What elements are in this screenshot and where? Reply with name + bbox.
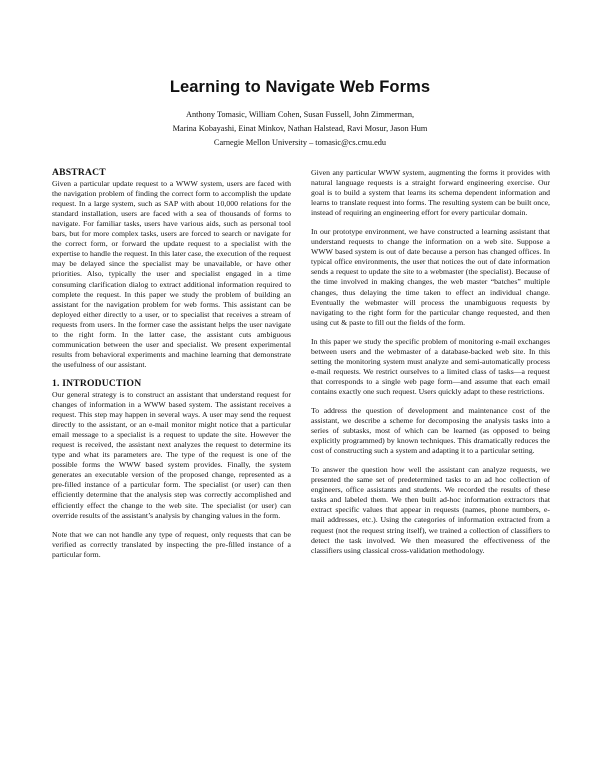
introduction-heading: 1. INTRODUCTION xyxy=(52,377,142,389)
left-column xyxy=(52,168,291,560)
right-paragraph-5: To answer the question how well the assistant can analyze requests, we presented the same set of predetermined tasks to an ad hoc collection of engineers, office assistants and students. We recorded the results of these tasks and labeled them. We then built ad-hoc information extractors that extract specific values that appear in requests (names, phone numbers, e-mail addresses, etc.). Using the categories of information extracted from a request (not the request string itself), we trained a collection of classifiers to detect the task involved. We then measured the effectiveness of the classifiers using classical cross-validation methodology. xyxy=(311,465,550,555)
right-paragraph-2: In our prototype environment, we have constructed a learning assistant that understand requests to change the information on a web site. Suppose a WWW based system is out of date because a person has changed offices. In typical office environments, the user that notices the out of date information sends a request to update the site to a webmaster (the specialist). Because of the time involved in making changes, the web master “batches” multiple changes, thus delaying the time taken to effect an individual change. Eventually the webmaster will process the unambiguous requests by navigating to the right form for the particular change requested, and then using cut & paste to fill out the fields of the form. xyxy=(311,227,550,327)
paper-title: Learning to Navigate Web Forms xyxy=(169,78,431,96)
abstract-text: Given a particular update request to a WWW system, users are faced with the navigation problem of finding the correct form to accomplish the update request. In a large system, such as SAP with about 10,000 relations for the standard installation, users are faced with a sea of thousands of forms to navigate. For familiar tasks, users have various aids, such as personal tool bars, but for more complex tasks, users are forced to search or navigate for the correct form, or forward the update request to a specialist with the expertise to handle the request. In this later case, the execution of the request may be delayed since the specialist may be unavailable, or have other priorities. Also, typically the user and specialist engaged in a time consuming clarification dialog to extract additional information required to complete the request. In this paper we study the problem of building an assistant for the navigation problem for web forms. This assistant can be deployed either directly to a user, or to specialist that receives a stream of requests from users. In the former case the assistant helps the user navigate to the right form. In the latter case, the assistant cuts ambiguous communication between the user and specialist. We present experimental results from behavioral experiments and machine learning that demonstrate the usefulness of our assistant. xyxy=(52,179,291,369)
right-paragraph-1: Given any particular WWW system, augmenting the forms it provides with natural language requests is a straight forward engineering exercise. Our goal is to build a system that learns its schema dependent information and learns to translate request into forms. The resulting system can be built once, instead of requiring an engineering effort for every particular domain. xyxy=(311,168,550,218)
authors-line-1: Anthony Tomasic, William Cohen, Susan Fussell, John Zimmerman, xyxy=(185,110,415,119)
intro-paragraph-1: Our general strategy is to construct an assistant that understand request for changes of information in a WWW based system. The assistant receives a request. This step may happen in several ways. A user may send the request directly to the assistant, or an e-mail monitor might notice that a particular email message to a specialist is a request to update the site. However the request is received, the assistant next analyzes the request to determine its type and what its parameters are. The type of the request is one of the possible forms the WWW based system provides. Finally, the system generates an executable version of the proposed change, represented as a pre-filled instance of a particular form. The specialist (or user) can then efficiently determine that the analysis step was correctly accomplished and efficiently effect the change to the web site. The specialist (or user) can override results of the assistant’s analysis by changing values in the form. xyxy=(52,389,291,520)
right-paragraph-4: To address the question of development and maintenance cost of the assistant, we describe a scheme for decomposing the analysis tasks into a series of subtasks, most of which can be learned (as opposed to being explicitly programmed) by known techniques. This dramatically reduces the cost of constructing such a system and adapting it to a particular setting. xyxy=(311,405,550,456)
author-block xyxy=(0,108,600,150)
right-paragraph-3: In this paper we study the specific problem of monitoring e-mail exchanges between users and the webmaster of a database-backed web site. In this setting the monitoring system must analyze and semi-automatically process e-mail requests. We restrict ourselves to a limited class of tasks—a request that corresponds to a single web page form—and assume that each email contains exactly one such request. Users quickly adapt to these restrictions. xyxy=(311,336,550,396)
authors-line-2: Marina Kobayashi, Einat Minkov, Nathan Halstead, Ravi Mosur, Jason Hum xyxy=(172,124,428,133)
abstract-heading: ABSTRACT xyxy=(52,167,106,178)
affiliation: Carnegie Mellon University – tomasic@cs.cmu.edu xyxy=(213,138,387,147)
right-column xyxy=(311,168,550,556)
intro-paragraph-2: Note that we can not handle any type of request, only requests that can be verified as correctly translated by inspecting the pre-filled instance of a particular form. xyxy=(52,529,291,559)
